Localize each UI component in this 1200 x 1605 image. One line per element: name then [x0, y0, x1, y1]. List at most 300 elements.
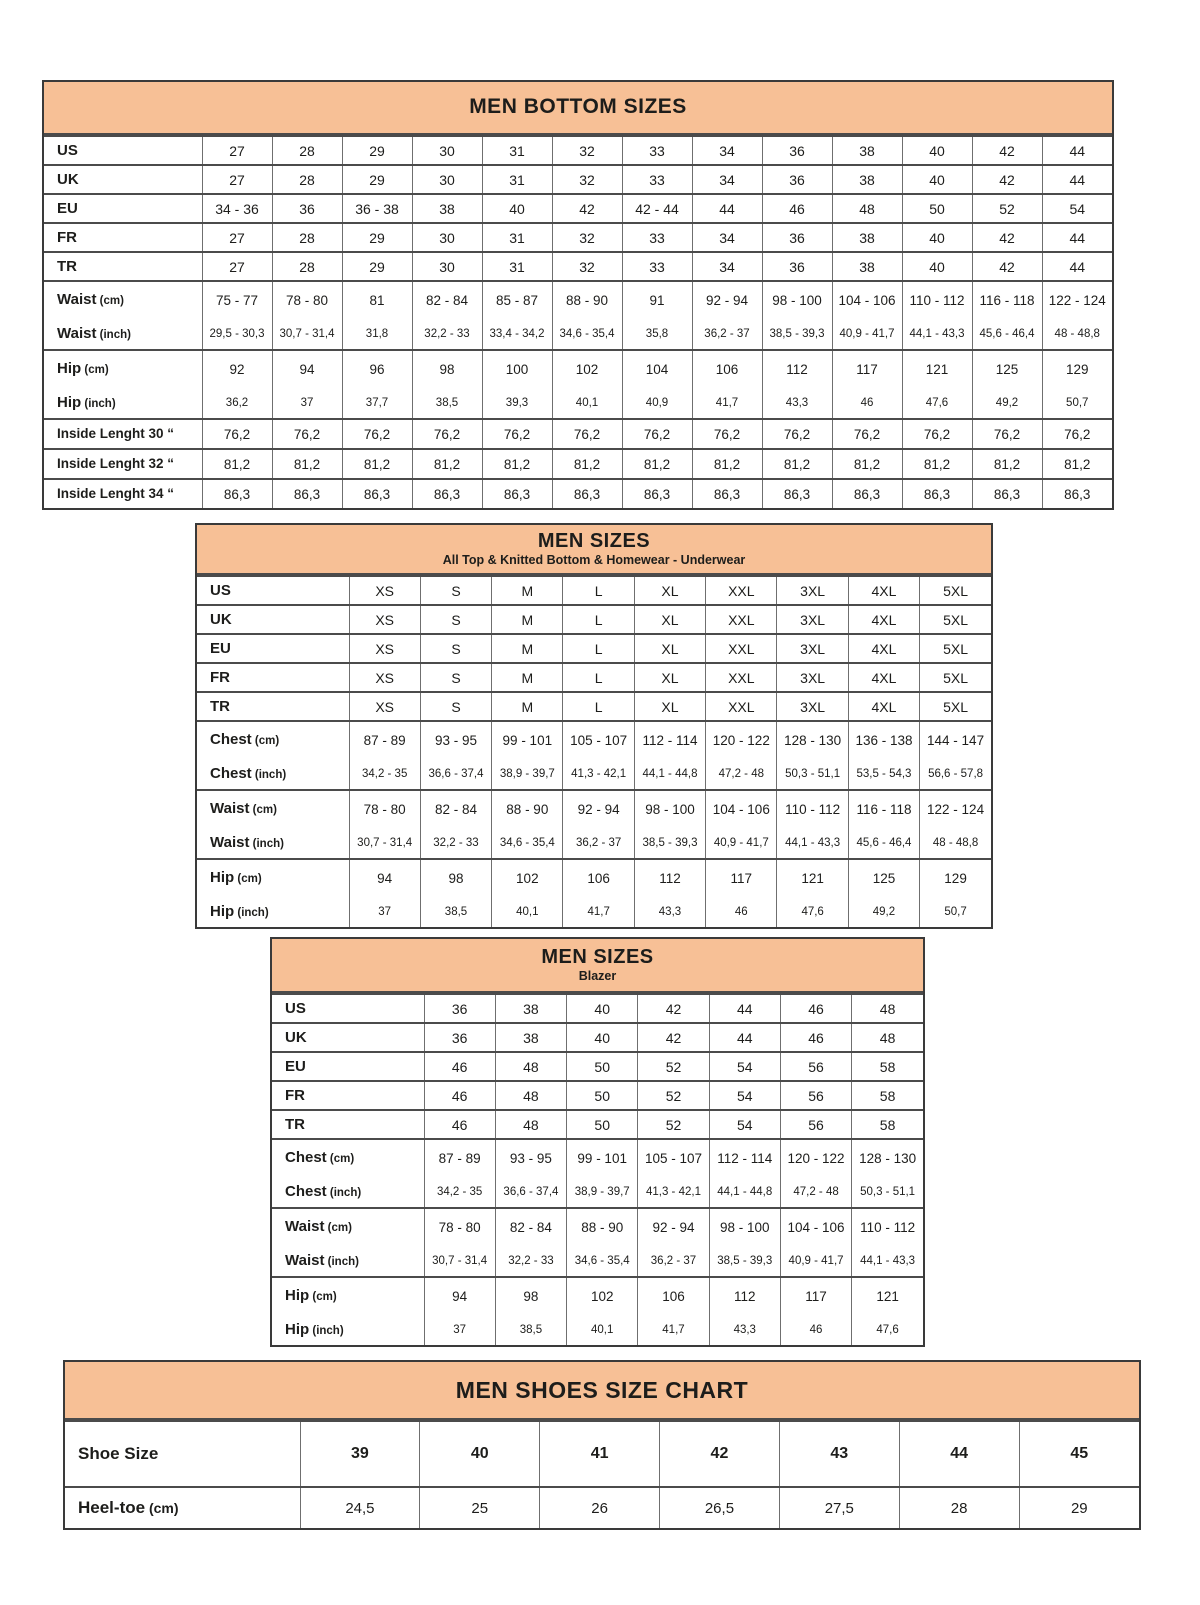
- table-cell: 112 - 114: [709, 1139, 780, 1176]
- table-cell: 41,7: [563, 896, 634, 927]
- table-cell: 40,1: [567, 1314, 638, 1345]
- table-cell: 81,2: [272, 449, 342, 479]
- table-cell: 50,3 - 51,1: [777, 758, 848, 790]
- table-cell: 76,2: [482, 419, 552, 449]
- table-row: [197, 576, 991, 605]
- table-cell: 86,3: [832, 479, 902, 508]
- table-cell: 53,5 - 54,3: [848, 758, 919, 790]
- table-cell: 34,2 - 35: [424, 1176, 495, 1208]
- table-cell: 125: [848, 859, 919, 896]
- table-cell: 3XL: [777, 634, 848, 663]
- table-cell: 92 - 94: [638, 1208, 709, 1245]
- table-cell: XS: [349, 605, 420, 634]
- table-cell: 41,7: [638, 1314, 709, 1345]
- table-cell: 29: [342, 136, 412, 165]
- table-cell: 144 - 147: [920, 721, 991, 758]
- table-cell: 32: [552, 165, 622, 194]
- table-cell: XXL: [706, 663, 777, 692]
- table-cell: 41: [540, 1421, 660, 1487]
- table-cell: 43,3: [709, 1314, 780, 1345]
- table-cell: 52: [638, 1081, 709, 1110]
- row-label: Inside Lenght 32 “: [57, 456, 175, 471]
- table-cell: 117: [706, 859, 777, 896]
- table-cell: 36,6 - 37,4: [420, 758, 491, 790]
- table-row: [197, 827, 991, 859]
- table-cell: 47,6: [852, 1314, 923, 1345]
- table-cell: 46: [780, 994, 851, 1023]
- table-cell: 5XL: [920, 663, 991, 692]
- table-cell: 27: [202, 136, 272, 165]
- table-cell: 42: [972, 223, 1042, 252]
- table-cell: 40: [902, 223, 972, 252]
- table-cell: XS: [349, 634, 420, 663]
- table-cell: 41,7: [692, 387, 762, 419]
- table-cell: 38,5 - 39,3: [634, 827, 705, 859]
- table-cell: 110 - 112: [777, 790, 848, 827]
- table-cell: 88 - 90: [567, 1208, 638, 1245]
- table-row: [44, 419, 1112, 449]
- table-cell: 54: [709, 1052, 780, 1081]
- men-bottom-sizes-table: [42, 80, 1114, 510]
- table-cell: 5XL: [920, 634, 991, 663]
- table-cell: 99 - 101: [492, 721, 563, 758]
- table-row: [44, 281, 1112, 318]
- table-cell: 76,2: [342, 419, 412, 449]
- table-cell: 58: [852, 1052, 923, 1081]
- table-row: [44, 350, 1112, 387]
- table-cell: 40,9 - 41,7: [706, 827, 777, 859]
- table-cell: 94: [349, 859, 420, 896]
- table-row: [272, 1245, 923, 1277]
- table-cell: 26,5: [660, 1487, 780, 1528]
- table-cell: 34 - 36: [202, 194, 272, 223]
- table-cell: 46: [424, 1110, 495, 1139]
- table-cell: 76,2: [412, 419, 482, 449]
- table-header: [65, 1362, 1139, 1420]
- row-label: TR: [210, 697, 230, 715]
- table-cell: 5XL: [920, 605, 991, 634]
- table-cell: 98 - 100: [634, 790, 705, 827]
- table-cell: S: [420, 576, 491, 605]
- table-cell: 106: [638, 1277, 709, 1314]
- table-cell: 38: [495, 1023, 566, 1052]
- table-cell: 34,6 - 35,4: [492, 827, 563, 859]
- row-label: US: [57, 141, 78, 159]
- row-label: Waist (cm): [210, 800, 277, 817]
- table-cell: 81,2: [972, 449, 1042, 479]
- row-label: FR: [57, 228, 77, 246]
- table-cell: 34: [692, 136, 762, 165]
- table-row: [272, 1139, 923, 1176]
- row-label: UK: [210, 610, 232, 628]
- table-cell: L: [563, 692, 634, 721]
- table-subtitle: Blazer: [578, 969, 617, 984]
- table-cell: 86,3: [692, 479, 762, 508]
- table-row: [44, 387, 1112, 419]
- table-cell: 120 - 122: [780, 1139, 851, 1176]
- table-cell: XL: [634, 692, 705, 721]
- table-row: [197, 721, 991, 758]
- table-cell: 34: [692, 223, 762, 252]
- table-cell: 36,2 - 37: [563, 827, 634, 859]
- table-cell: 116 - 118: [972, 281, 1042, 318]
- table-cell: 81,2: [692, 449, 762, 479]
- table-cell: S: [420, 634, 491, 663]
- table-cell: 44: [1042, 165, 1112, 194]
- table-cell: 48: [495, 1081, 566, 1110]
- table-cell: 44,1 - 43,3: [777, 827, 848, 859]
- table-cell: 46: [832, 387, 902, 419]
- row-label: Waist (inch): [210, 833, 284, 851]
- table-cell: 46: [762, 194, 832, 223]
- row-label: Hip (cm): [210, 869, 262, 886]
- table-cell: 42: [552, 194, 622, 223]
- table-cell: 128 - 130: [777, 721, 848, 758]
- table-cell: 102: [492, 859, 563, 896]
- table-cell: 76,2: [832, 419, 902, 449]
- table-cell: 33: [622, 223, 692, 252]
- table-cell: 87 - 89: [349, 721, 420, 758]
- row-label: Hip (cm): [57, 360, 109, 377]
- table-cell: 27: [202, 165, 272, 194]
- table-cell: 4XL: [848, 663, 919, 692]
- table-cell: 38: [832, 223, 902, 252]
- table-cell: 47,6: [777, 896, 848, 927]
- table-cell: 49,2: [848, 896, 919, 927]
- table-cell: 86,3: [902, 479, 972, 508]
- men-sizes-blazer-table: [270, 937, 925, 1347]
- table-cell: 82 - 84: [495, 1208, 566, 1245]
- table-cell: 76,2: [622, 419, 692, 449]
- table-cell: 5XL: [920, 692, 991, 721]
- table-cell: XXL: [706, 692, 777, 721]
- table-cell: 30: [412, 223, 482, 252]
- table-cell: 122 - 124: [920, 790, 991, 827]
- table-cell: 27: [202, 223, 272, 252]
- table-cell: 33: [622, 165, 692, 194]
- table-row: [197, 663, 991, 692]
- table-row: [197, 692, 991, 721]
- table-cell: 42 - 44: [622, 194, 692, 223]
- table-cell: 38,9 - 39,7: [492, 758, 563, 790]
- table-cell: XL: [634, 605, 705, 634]
- table-cell: 4XL: [848, 634, 919, 663]
- table-cell: 81: [342, 281, 412, 318]
- table-cell: 42: [638, 994, 709, 1023]
- table-cell: L: [563, 576, 634, 605]
- table-cell: 3XL: [777, 692, 848, 721]
- table-cell: 104 - 106: [706, 790, 777, 827]
- table-cell: XS: [349, 663, 420, 692]
- table-cell: 86,3: [202, 479, 272, 508]
- table-cell: 38,9 - 39,7: [567, 1176, 638, 1208]
- table-cell: 56: [780, 1081, 851, 1110]
- table-cell: 3XL: [777, 663, 848, 692]
- table-cell: 76,2: [1042, 419, 1112, 449]
- table-cell: 81,2: [762, 449, 832, 479]
- table-cell: 50: [567, 1110, 638, 1139]
- table-cell: 106: [692, 350, 762, 387]
- table-cell: 46: [780, 1314, 851, 1345]
- table-cell: 38: [832, 165, 902, 194]
- table-cell: 129: [1042, 350, 1112, 387]
- table-cell: 86,3: [1042, 479, 1112, 508]
- table-cell: 44: [709, 1023, 780, 1052]
- table-cell: S: [420, 692, 491, 721]
- table-row: [65, 1421, 1139, 1487]
- size-grid: [65, 1420, 1139, 1528]
- table-cell: 46: [424, 1052, 495, 1081]
- table-cell: 46: [424, 1081, 495, 1110]
- table-cell: 42: [638, 1023, 709, 1052]
- table-cell: 100: [482, 350, 552, 387]
- row-label: Chest (inch): [285, 1182, 362, 1200]
- row-label: EU: [57, 199, 78, 217]
- table-cell: 5XL: [920, 576, 991, 605]
- table-header: [197, 525, 991, 575]
- row-label: FR: [210, 668, 230, 686]
- row-label: Waist (inch): [57, 324, 131, 342]
- table-cell: 44: [709, 994, 780, 1023]
- table-cell: 32,2 - 33: [495, 1245, 566, 1277]
- table-cell: 29: [1019, 1487, 1139, 1528]
- row-label: Hip (cm): [285, 1287, 337, 1304]
- table-cell: M: [492, 605, 563, 634]
- table-row: [272, 1023, 923, 1052]
- table-cell: 31,8: [342, 318, 412, 350]
- row-label: EU: [210, 639, 231, 657]
- table-cell: 37: [349, 896, 420, 927]
- table-cell: 76,2: [972, 419, 1042, 449]
- table-cell: 30: [412, 165, 482, 194]
- row-label: US: [285, 999, 306, 1017]
- table-cell: 75 - 77: [202, 281, 272, 318]
- size-grid: [272, 993, 923, 1345]
- table-cell: 44: [899, 1421, 1019, 1487]
- table-cell: 48: [852, 1023, 923, 1052]
- table-cell: 50: [567, 1081, 638, 1110]
- table-cell: 36: [762, 136, 832, 165]
- table-cell: 98 - 100: [762, 281, 832, 318]
- table-cell: 52: [972, 194, 1042, 223]
- table-cell: 40,9 - 41,7: [780, 1245, 851, 1277]
- table-cell: 58: [852, 1081, 923, 1110]
- table-cell: 81,2: [832, 449, 902, 479]
- table-cell: 112: [634, 859, 705, 896]
- table-cell: 52: [638, 1110, 709, 1139]
- table-cell: 122 - 124: [1042, 281, 1112, 318]
- table-cell: 112: [709, 1277, 780, 1314]
- table-cell: 120 - 122: [706, 721, 777, 758]
- row-label: Chest (cm): [210, 731, 280, 748]
- table-cell: XXL: [706, 634, 777, 663]
- table-cell: 117: [832, 350, 902, 387]
- table-cell: 54: [709, 1081, 780, 1110]
- table-cell: 94: [272, 350, 342, 387]
- table-cell: 92: [202, 350, 272, 387]
- table-cell: 36: [762, 165, 832, 194]
- table-row: [197, 758, 991, 790]
- table-cell: S: [420, 663, 491, 692]
- table-cell: 24,5: [300, 1487, 420, 1528]
- table-cell: 30,7 - 31,4: [349, 827, 420, 859]
- table-cell: 81,2: [552, 449, 622, 479]
- table-cell: 81,2: [1042, 449, 1112, 479]
- table-cell: 58: [852, 1110, 923, 1139]
- table-cell: 37: [272, 387, 342, 419]
- table-cell: 44,1 - 43,3: [852, 1245, 923, 1277]
- table-cell: 41,3 - 42,1: [563, 758, 634, 790]
- table-cell: 25: [420, 1487, 540, 1528]
- table-row: [272, 1110, 923, 1139]
- table-cell: 86,3: [762, 479, 832, 508]
- table-cell: 44,1 - 43,3: [902, 318, 972, 350]
- table-cell: 86,3: [342, 479, 412, 508]
- table-cell: 86,3: [482, 479, 552, 508]
- table-cell: 121: [777, 859, 848, 896]
- table-cell: 34: [692, 252, 762, 281]
- table-cell: 38: [832, 252, 902, 281]
- table-cell: 112: [762, 350, 832, 387]
- table-cell: S: [420, 605, 491, 634]
- table-cell: 98: [420, 859, 491, 896]
- table-cell: 32,2 - 33: [412, 318, 482, 350]
- table-cell: 36,2 - 37: [638, 1245, 709, 1277]
- table-cell: 50,7: [1042, 387, 1112, 419]
- table-title: MEN SHOES SIZE CHART: [455, 1376, 749, 1403]
- table-cell: 76,2: [202, 419, 272, 449]
- table-cell: 128 - 130: [852, 1139, 923, 1176]
- table-cell: 121: [852, 1277, 923, 1314]
- table-cell: 40: [902, 252, 972, 281]
- table-cell: 86,3: [272, 479, 342, 508]
- table-cell: 38: [495, 994, 566, 1023]
- table-cell: 28: [272, 165, 342, 194]
- table-cell: 49,2: [972, 387, 1042, 419]
- table-cell: 82 - 84: [420, 790, 491, 827]
- table-cell: 48 - 48,8: [1042, 318, 1112, 350]
- table-row: [44, 479, 1112, 508]
- table-cell: 81,2: [902, 449, 972, 479]
- table-cell: 47,6: [902, 387, 972, 419]
- table-cell: XL: [634, 576, 705, 605]
- table-cell: 31: [482, 223, 552, 252]
- table-row: [272, 1052, 923, 1081]
- table-cell: 29: [342, 165, 412, 194]
- table-title: MEN BOTTOM SIZES: [469, 95, 687, 119]
- table-cell: 32: [552, 136, 622, 165]
- table-cell: XL: [634, 634, 705, 663]
- table-cell: 50,3 - 51,1: [852, 1176, 923, 1208]
- table-cell: 50: [567, 1052, 638, 1081]
- row-label: Waist (cm): [57, 291, 124, 308]
- table-cell: 46: [780, 1023, 851, 1052]
- table-cell: 54: [1042, 194, 1112, 223]
- table-cell: 76,2: [552, 419, 622, 449]
- table-cell: 48: [852, 994, 923, 1023]
- table-cell: 45: [1019, 1421, 1139, 1487]
- table-cell: 121: [902, 350, 972, 387]
- table-cell: 28: [272, 223, 342, 252]
- table-cell: 48: [495, 1052, 566, 1081]
- table-cell: 44,1 - 44,8: [634, 758, 705, 790]
- row-label: Shoe Size: [78, 1444, 159, 1463]
- row-label: FR: [285, 1086, 305, 1104]
- men-shoes-size-table: [63, 1360, 1141, 1530]
- table-row: [272, 994, 923, 1023]
- table-cell: 52: [638, 1052, 709, 1081]
- table-cell: 36 - 38: [342, 194, 412, 223]
- table-cell: 92 - 94: [563, 790, 634, 827]
- table-cell: 76,2: [692, 419, 762, 449]
- size-grid: [197, 575, 991, 927]
- table-cell: 125: [972, 350, 1042, 387]
- table-cell: 40: [902, 165, 972, 194]
- table-cell: 28: [272, 252, 342, 281]
- table-cell: L: [563, 634, 634, 663]
- table-row: [272, 1081, 923, 1110]
- table-cell: 78 - 80: [349, 790, 420, 827]
- table-cell: 50,7: [920, 896, 991, 927]
- row-label: US: [210, 581, 231, 599]
- table-cell: 81,2: [342, 449, 412, 479]
- table-row: [44, 194, 1112, 223]
- row-label: Waist (inch): [285, 1251, 359, 1269]
- table-cell: L: [563, 605, 634, 634]
- table-cell: 102: [552, 350, 622, 387]
- table-cell: 87 - 89: [424, 1139, 495, 1176]
- table-cell: 54: [709, 1110, 780, 1139]
- table-cell: 34: [692, 165, 762, 194]
- row-label: Inside Lenght 34 “: [57, 486, 175, 501]
- table-cell: 50: [902, 194, 972, 223]
- table-cell: 47,2 - 48: [706, 758, 777, 790]
- table-cell: 45,6 - 46,4: [972, 318, 1042, 350]
- table-title: MEN SIZES: [537, 530, 651, 553]
- table-row: [44, 252, 1112, 281]
- table-cell: L: [563, 663, 634, 692]
- table-cell: 44,1 - 44,8: [709, 1176, 780, 1208]
- table-cell: 44: [1042, 136, 1112, 165]
- table-cell: 86,3: [552, 479, 622, 508]
- table-cell: 56,6 - 57,8: [920, 758, 991, 790]
- table-row: [272, 1208, 923, 1245]
- table-subtitle: All Top & Knitted Bottom & Homewear - Underwear: [442, 553, 746, 568]
- table-cell: 47,2 - 48: [780, 1176, 851, 1208]
- table-cell: 94: [424, 1277, 495, 1314]
- table-cell: 91: [622, 281, 692, 318]
- table-cell: M: [492, 692, 563, 721]
- table-cell: 30: [412, 136, 482, 165]
- table-cell: 86,3: [972, 479, 1042, 508]
- table-cell: 44: [1042, 252, 1112, 281]
- row-label: Chest (inch): [210, 764, 287, 782]
- table-cell: 81,2: [482, 449, 552, 479]
- table-cell: 30,7 - 31,4: [272, 318, 342, 350]
- table-cell: 104 - 106: [780, 1208, 851, 1245]
- table-row: [65, 1487, 1139, 1528]
- table-cell: 32: [552, 223, 622, 252]
- men-sizes-top-table: [195, 523, 993, 929]
- table-cell: 36: [424, 994, 495, 1023]
- table-row: [197, 896, 991, 927]
- row-label: TR: [57, 257, 77, 275]
- table-cell: 46: [706, 896, 777, 927]
- table-cell: 38,5: [412, 387, 482, 419]
- table-cell: 104: [622, 350, 692, 387]
- table-header: [272, 939, 923, 993]
- table-cell: 98: [495, 1277, 566, 1314]
